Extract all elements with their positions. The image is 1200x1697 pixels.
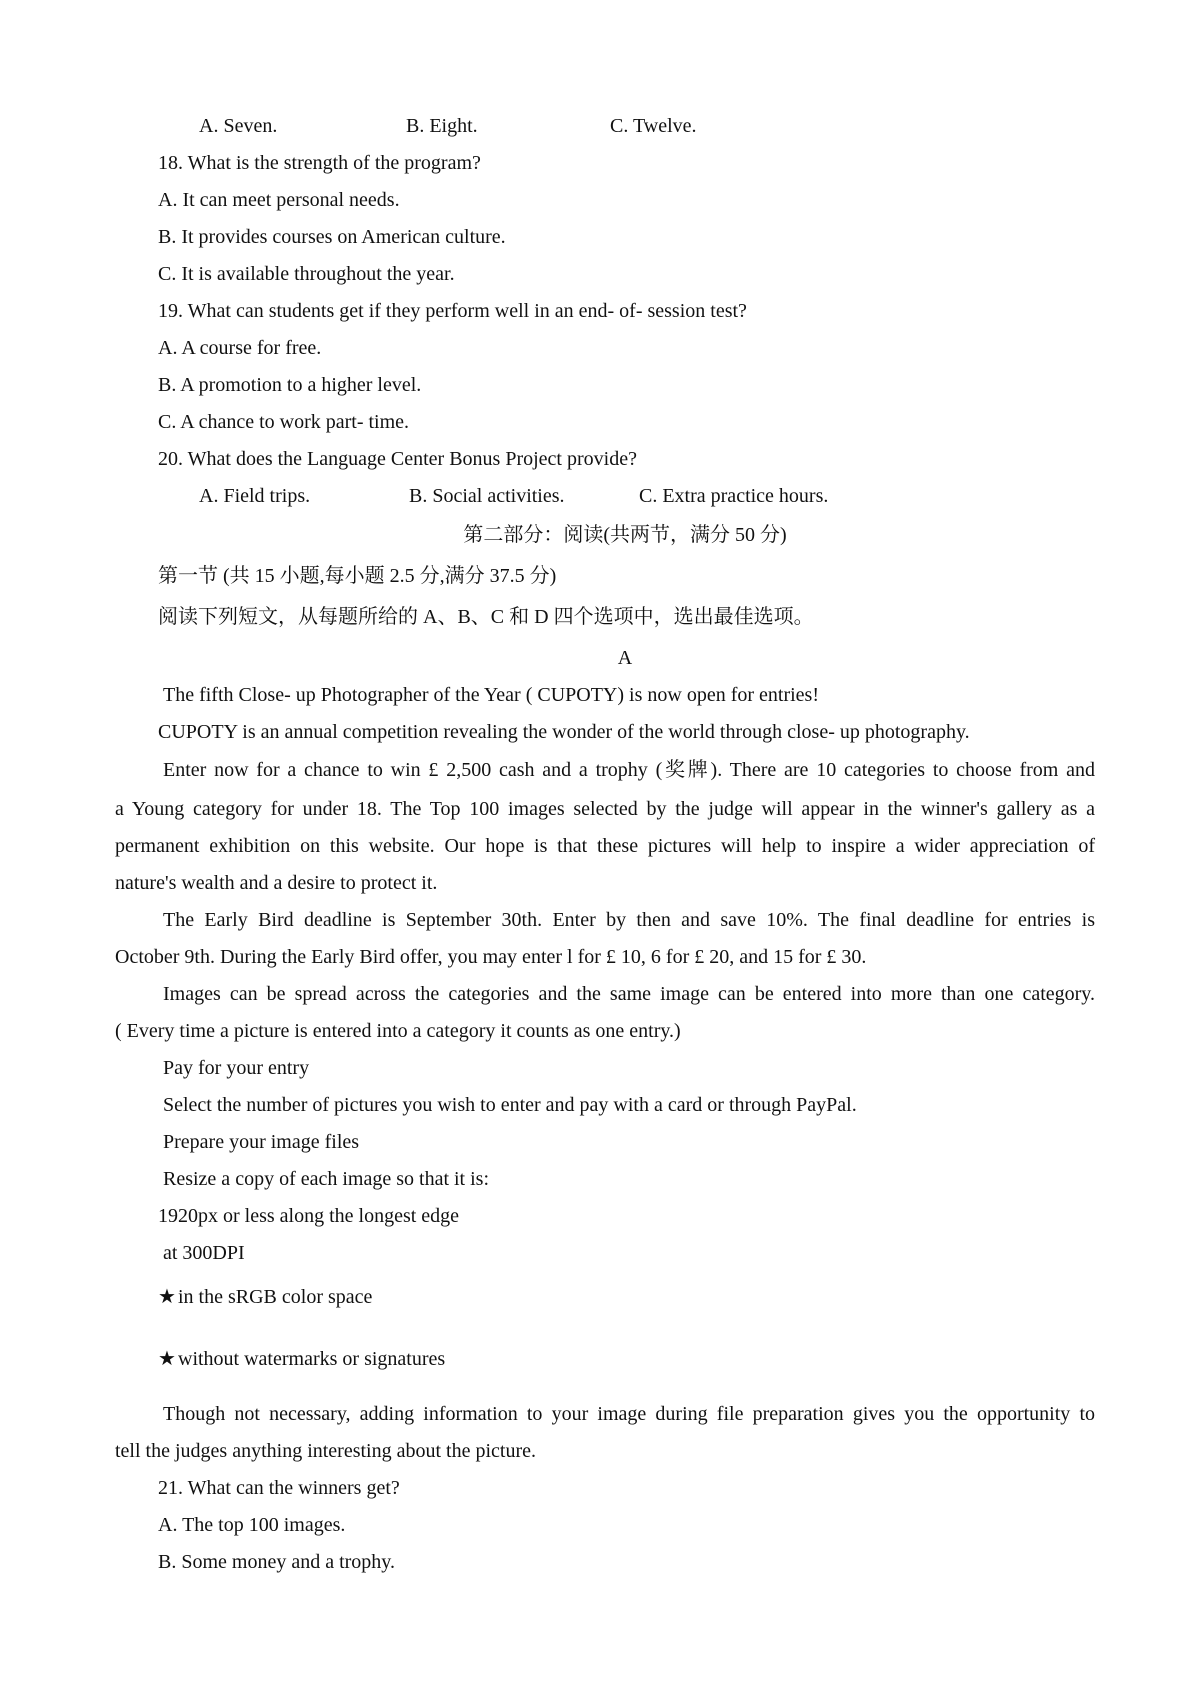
q20-option-a: A. Field trips. — [199, 485, 311, 507]
passage-intro: The fifth Close- up Photographer of the Year ( CUPOTY) is now open for entries! — [163, 684, 819, 706]
pay-heading: Pay for your entry — [163, 1057, 310, 1079]
requirement-watermarks-text: without watermarks or signatures — [178, 1348, 446, 1370]
passage-prize-line-4: nature's wealth and a desire to protect it. — [115, 872, 438, 894]
q20-stem: 20. What does the Language Center Bonus Project provide? — [158, 448, 637, 470]
passage-deadline-line-2: October 9th. During the Early Bird offer, you may enter l for £ 10, 6 for £ 20, and 15 for £ 30. — [115, 946, 867, 968]
q20-option-b: B. Social activities. — [409, 485, 565, 507]
q18-option-a: A. It can meet personal needs. — [158, 189, 400, 211]
passage-categories-line-2: ( Every time a picture is entered into a category it counts as one entry.) — [115, 1020, 681, 1042]
q19-option-c: C. A chance to work part- time. — [158, 411, 410, 433]
requirement-size: 1920px or less along the longest edge — [158, 1205, 460, 1227]
q18-stem: 18. What is the strength of the program? — [158, 152, 481, 174]
requirement-color-space-text: in the sRGB color space — [178, 1286, 373, 1308]
q17-option-c: C. Twelve. — [610, 115, 697, 137]
q19-option-b: B. A promotion to a higher level. — [158, 374, 422, 396]
prepare-heading: Prepare your image files — [163, 1131, 360, 1153]
q21-stem: 21. What can the winners get? — [158, 1477, 400, 1499]
passage-closing-line-1: Though not necessary, adding information to your image during file preparation gives you the opportunity to — [163, 1403, 1095, 1425]
passage-categories-line-1: Images can be spread across the categories and the same image can be entered into more than one category. — [163, 983, 1095, 1005]
pay-text: Select the number of pictures you wish to enter and pay with a card or through PayPal. — [163, 1094, 857, 1116]
requirement-dpi: at 300DPI — [163, 1242, 245, 1264]
passage-prize-line-2: a Young category for under 18. The Top 100 images selected by the judge will appear in the winner's gallery as a — [115, 798, 1095, 820]
section1-title: 第一节 (共 15 小题,每小题 2.5 分,满分 37.5 分) — [158, 565, 557, 587]
q19-option-a: A. A course for free. — [158, 337, 322, 359]
requirement-color-space — [158, 1285, 372, 1309]
q21-option-a: A. The top 100 images. — [158, 1514, 346, 1536]
q21-option-b: B. Some money and a trophy. — [158, 1551, 396, 1573]
star-icon: ★ — [158, 1348, 176, 1370]
q17-option-b: B. Eight. — [406, 115, 478, 137]
passage-closing-line-2: tell the judges anything interesting about the picture. — [115, 1440, 537, 1462]
q20-option-c: C. Extra practice hours. — [639, 485, 829, 507]
part2-title: 第二部分：阅读(共两节，满分 50 分) — [463, 524, 787, 546]
q18-option-b: B. It provides courses on American culture. — [158, 226, 506, 248]
resize-text: Resize a copy of each image so that it is: — [163, 1168, 490, 1190]
reading-instructions: 阅读下列短文，从每题所给的 A、B、C 和 D 四个选项中，选出最佳选项。 — [158, 606, 814, 628]
passage-prize-line-3: permanent exhibition on this website. Our hope is that these pictures will help to inspire a wider appreciation of — [115, 835, 1095, 857]
passage-prize-line-1: Enter now for a chance to win £ 2,500 cash and a trophy (奖牌). There are 10 categories to choose from and — [163, 759, 1095, 781]
passage-label: A — [617, 647, 633, 669]
passage-summary: CUPOTY is an annual competition revealing the wonder of the world through close- up photography. — [158, 721, 970, 743]
q18-option-c: C. It is available throughout the year. — [158, 263, 455, 285]
star-icon: ★ — [158, 1286, 176, 1308]
q17-option-a: A. Seven. — [199, 115, 278, 137]
requirement-watermarks — [158, 1347, 445, 1371]
q19-stem: 19. What can students get if they perform well in an end- of- session test? — [158, 300, 747, 322]
passage-deadline-line-1: The Early Bird deadline is September 30th. Enter by then and save 10%. The final deadline for entries is — [163, 909, 1095, 931]
